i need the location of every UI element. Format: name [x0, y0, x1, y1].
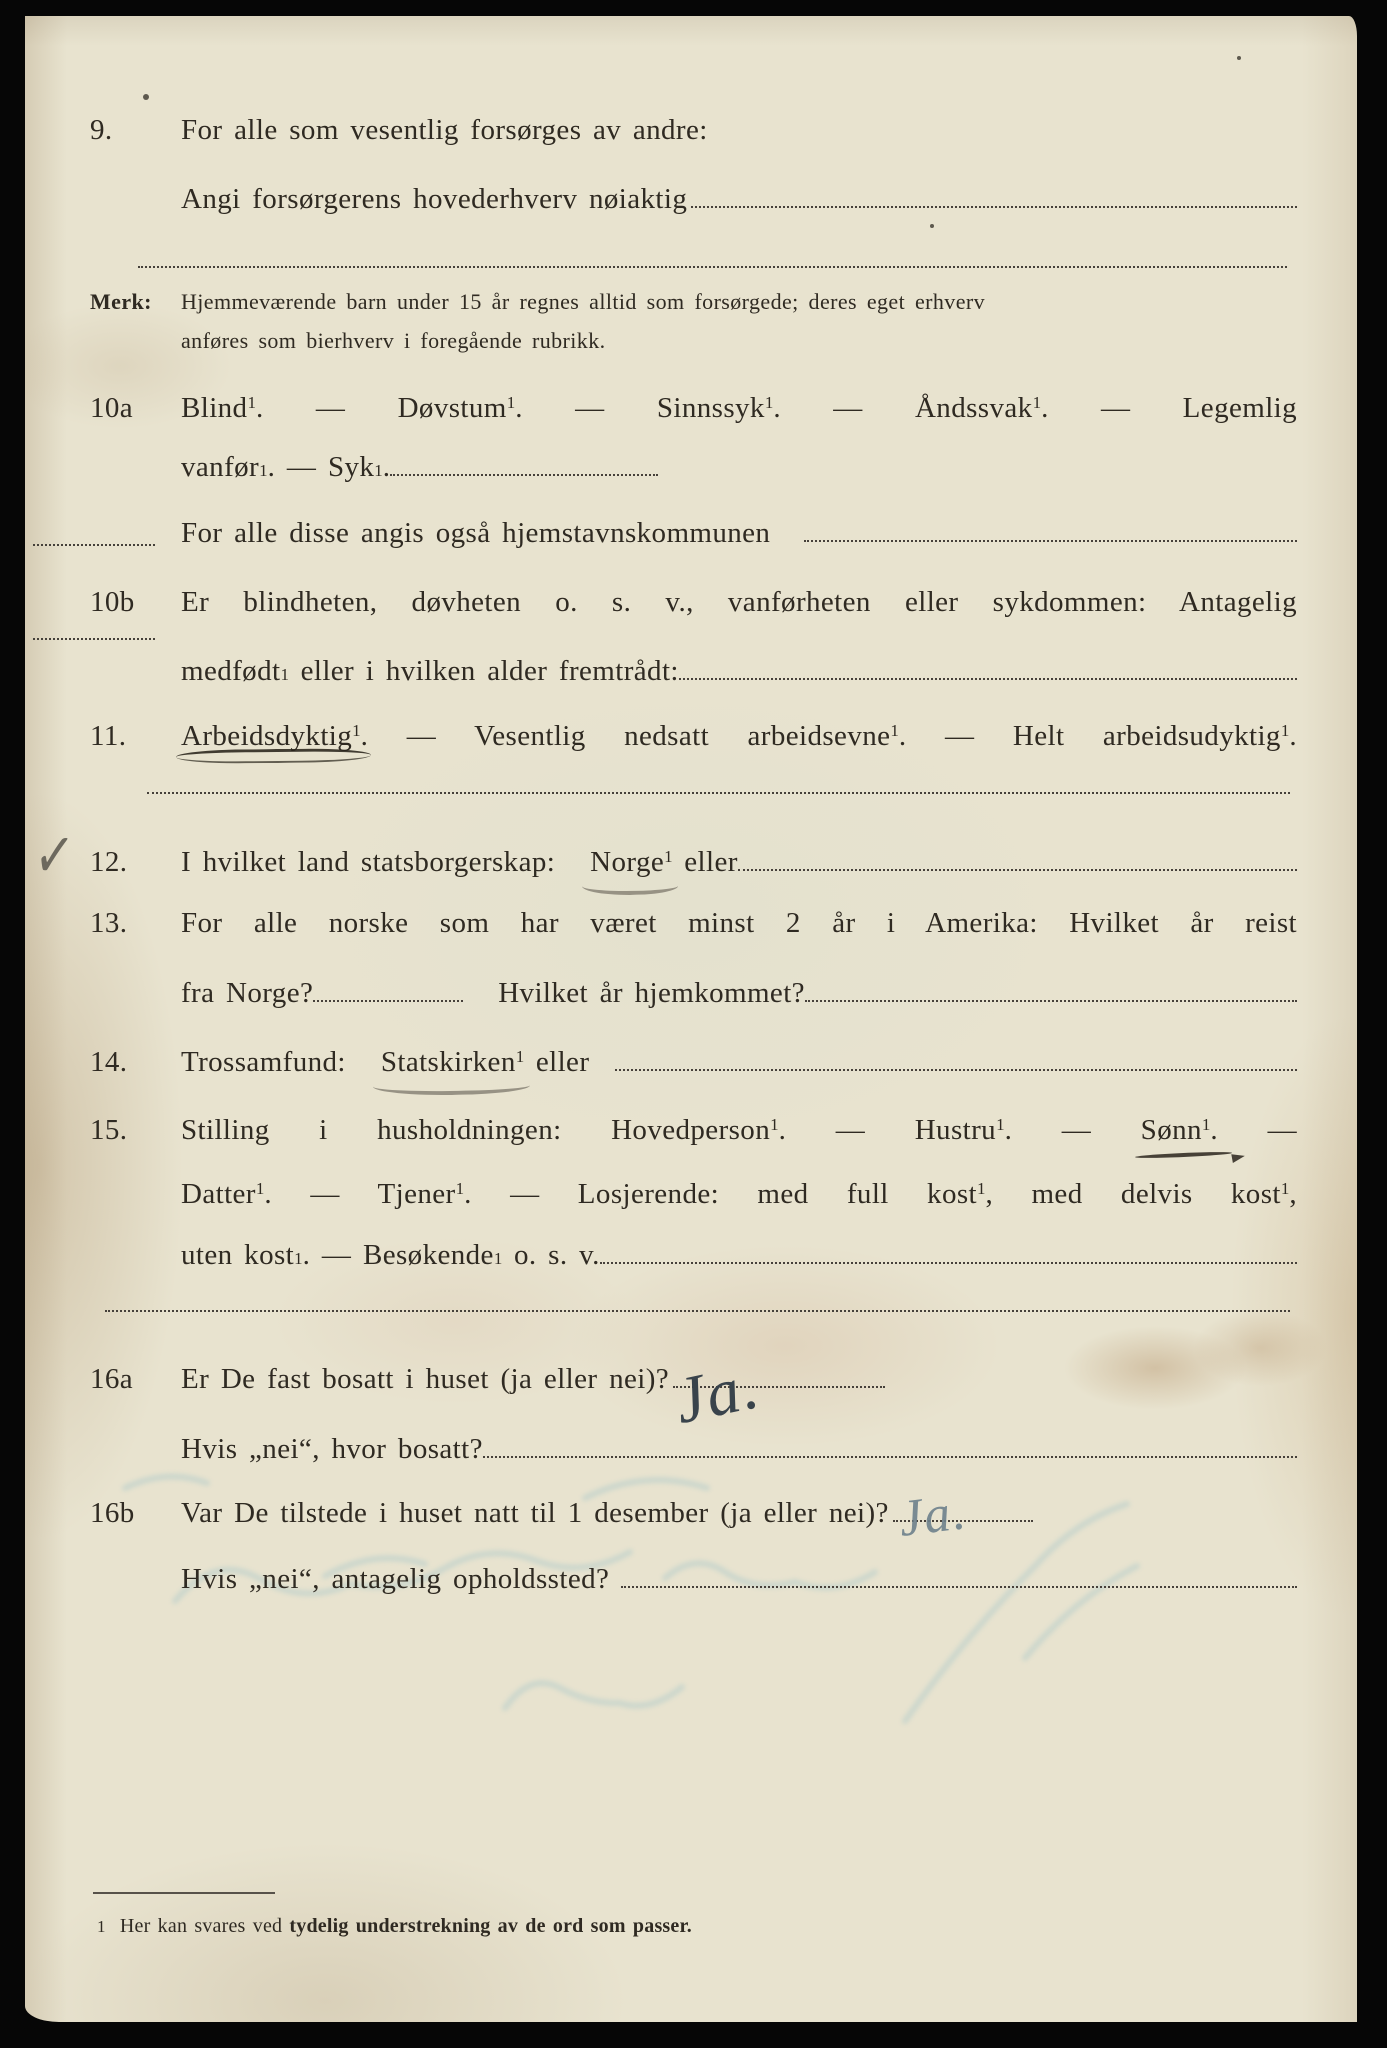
- dotted-fragment-2: [33, 638, 155, 640]
- answer-blank-line: [805, 972, 1297, 1002]
- question-10b-line-1: [90, 584, 1297, 621]
- question-text: Hvis „nei“, antagelig opholdssted?: [181, 1558, 1297, 1598]
- question-text: Trossamfund: Statskirken$^1$ eller: [181, 1038, 1297, 1081]
- question-text: For alle disse angis også hjemstavnskommunen: [181, 512, 1297, 552]
- question-16a-line-1: [90, 1348, 1297, 1439]
- question-text: For alle som vesentlig forsørges av andre:: [181, 114, 708, 146]
- question-text: For alle norske som har været minst 2 år i Amerika: Hvilket år reist: [181, 907, 1297, 939]
- answer-blank-line: [804, 512, 1297, 542]
- question-text: Hjemmeværende barn under 15 år regnes alltid som forsørgede; deres eget erhverv: [181, 289, 985, 314]
- question-text: medfødt 1 eller i hvilken alder fremtrådt:: [181, 650, 1297, 693]
- question-text: Er blindheten, døvheten o. s. v., vanførheten eller sykdommen: Antagelig: [181, 586, 1297, 618]
- answer-blank-line: [691, 178, 1297, 208]
- rule-after-q15: [105, 1310, 1290, 1312]
- question-text: Arbeidsdyktig$^1$. — Vesentlig nedsatt arbeidsevne$^1$. — Helt arbeidsudyktig$^1$.: [181, 712, 1297, 755]
- question-number: 16a: [90, 1363, 134, 1395]
- question-10a-line-1: [90, 384, 1297, 427]
- question-number: 11.: [90, 720, 127, 752]
- answer-blank-line: [893, 1483, 1033, 1548]
- question-10a-line-3: [90, 512, 1297, 552]
- ink-speck: [930, 224, 934, 228]
- question-text: uten kost 1 . — Besøkende 1 o. s. v.: [181, 1234, 1297, 1277]
- handwritten-answer: Ja.: [668, 1348, 767, 1439]
- rule-after-q11: [147, 792, 1290, 794]
- question-15-line-3: [90, 1234, 1297, 1277]
- question-text: Stilling i husholdningen: Hovedperson$^1$. — Hustru$^1$. — Sønn$^1$. —: [181, 1106, 1297, 1149]
- checkmark-annotation: ✓: [31, 818, 78, 894]
- question-text: Blind$^1$. — Døvstum$^1$. — Sinnssyk$^1$. — Åndssvak$^1$. — Legemlig: [181, 392, 1298, 424]
- hand-underlined-word: Sønn$^1$.: [1141, 1106, 1218, 1149]
- question-text: anføres som bierhverv i foregående rubrikk.: [181, 328, 606, 353]
- question-16a-line-2: [90, 1428, 1297, 1468]
- hand-underlined-word: Norge$^1$: [590, 838, 672, 881]
- handwritten-answer: Ja.: [895, 1483, 971, 1548]
- question-number: 13.: [90, 907, 128, 939]
- question-number: 14.: [90, 1046, 128, 1078]
- question-12-line-1: [90, 838, 1297, 881]
- ink-speck: [143, 94, 149, 100]
- question-13-line-2: [90, 972, 1297, 1012]
- question-14-line-1: [90, 1038, 1297, 1081]
- answer-blank-line: [615, 1041, 1297, 1071]
- question-text: vanfør 1 . — Syk 1 .: [181, 446, 1297, 489]
- hand-underlined-word: Arbeidsdyktig$^1$.: [181, 712, 368, 755]
- question-number: 10a: [90, 392, 134, 424]
- question-text: Angi forsørgerens hovederhverv nøiaktig: [181, 178, 1297, 218]
- question-15-line-2: [90, 1170, 1297, 1213]
- answer-blank-line: [679, 650, 1297, 680]
- answer-blank-line: [668, 1348, 885, 1439]
- question-10a-line-2: [90, 446, 1297, 489]
- footnote: [97, 1908, 1297, 1945]
- question-text: Var De tilstede i huset natt til 1 desember (ja eller nei)? Ja.: [181, 1492, 1297, 1532]
- ink-bleedthrough: [25, 16, 1357, 2022]
- answer-blank-line: [621, 1558, 1297, 1588]
- question-number: 10b: [90, 586, 135, 618]
- question-text: I hvilket land statsborgerskap: Norge$^1$ eller: [181, 838, 1297, 881]
- ink-speck: [1237, 56, 1241, 60]
- question-text: fra Norge? Hvilket år hjemkommet?: [181, 972, 1297, 1012]
- hand-underlined-word: Statskirken$^1$: [381, 1038, 524, 1081]
- question-text: Hvis „nei“, hvor bosatt?: [181, 1428, 1297, 1468]
- answer-blank-line: [390, 446, 658, 476]
- question-number: Merk:: [90, 289, 152, 314]
- question-text: Datter$^1$. — Tjener$^1$. — Losjerende: med full kost$^1$, med delvis kost$^1$,: [181, 1178, 1298, 1210]
- question-11-line-1: [90, 712, 1297, 755]
- question-number: 16b: [90, 1497, 135, 1529]
- dotted-fragment-1: [33, 544, 155, 546]
- question-text: 1 Her kan svares ved tydelig understrekning av de ord som passer.: [97, 1915, 692, 1937]
- question-10b-line-2: [90, 650, 1297, 693]
- question-number: 12.: [90, 846, 128, 878]
- question-13-line-1: [90, 905, 1297, 942]
- rule-after-q9: [138, 266, 1287, 268]
- merk-note-line-1: [90, 288, 1297, 316]
- answer-blank-line: [313, 972, 463, 1002]
- question-9-line-2: [90, 178, 1297, 218]
- question-15-line-1: [90, 1106, 1297, 1149]
- question-16b-line-2: [90, 1558, 1297, 1598]
- answer-blank-line: [738, 841, 1297, 871]
- scanned-page: [25, 16, 1357, 2022]
- footnote-rule: [93, 1892, 275, 1894]
- answer-blank-line: [600, 1234, 1297, 1264]
- question-9-line-1: [90, 112, 1297, 149]
- answer-blank-line: [483, 1428, 1297, 1458]
- question-16b-line-1: [90, 1483, 1297, 1548]
- question-number: 15.: [90, 1114, 128, 1146]
- question-text: Er De fast bosatt i huset (ja eller nei)? Ja.: [181, 1358, 1297, 1398]
- question-number: 9.: [90, 114, 113, 146]
- merk-note-line-2: [90, 327, 1297, 355]
